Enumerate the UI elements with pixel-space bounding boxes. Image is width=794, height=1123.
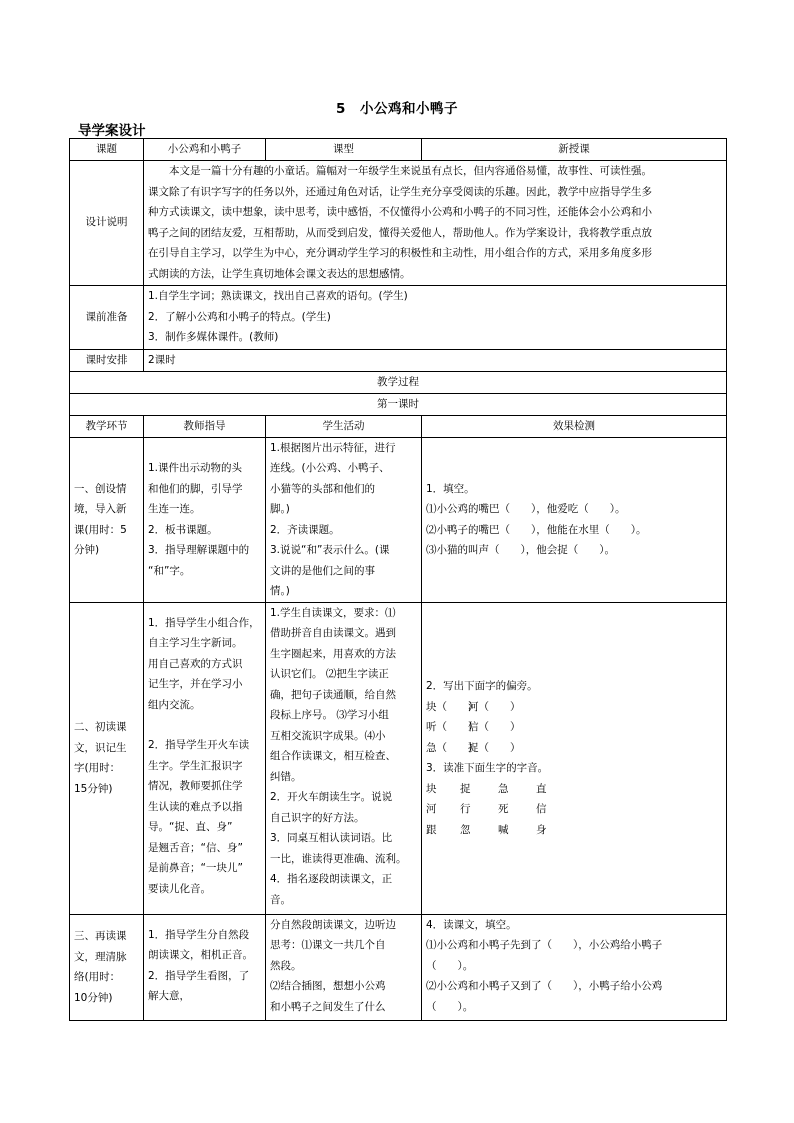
teacher-line: 3．指导理解课题中的 <box>148 544 250 556</box>
stage-line: 10分钟) <box>74 991 113 1004</box>
design-label: 设计说明 <box>70 160 144 285</box>
teacher-line: 自主学习生字新词。 <box>148 637 243 649</box>
radical-item: 河（ ） <box>468 700 521 713</box>
teacher-line: 2．指导学生看图，了 <box>148 969 250 982</box>
stage-line: 分钟) <box>74 544 100 556</box>
teacher-line: 和他们的脚，引导学 <box>148 482 243 495</box>
student-line: 自己识字的好方法。 <box>270 811 365 824</box>
radical-row <box>426 717 722 738</box>
prep-line: 1.自学生字词；熟读课文，找出自己喜欢的语句。(学生) <box>148 290 408 303</box>
header-row <box>70 139 727 161</box>
char-item: 忽 <box>460 823 471 836</box>
check-line: （ ）。 <box>426 1000 474 1013</box>
table-row <box>70 437 727 602</box>
char-item: 捉 <box>460 782 471 795</box>
student-line: 文讲的是他们之间的事 <box>270 564 375 577</box>
student-line: 4．指名逐段朗读课文，正 <box>270 873 393 885</box>
design-line: 式朗读的方法，让学生真切地体会课文表达的思想感情。 <box>148 267 411 280</box>
student-line: 段标上序号。 ⑶学习小组 <box>270 709 389 721</box>
teacher-line: 朗读课文，相机正音。 <box>148 949 253 961</box>
stage-line: 文，识记生 <box>74 741 127 754</box>
teacher-line: 1．指导学生小组合作， <box>148 616 260 629</box>
teacher-line: 生连一连。 <box>148 503 201 515</box>
student-line: 小猫等的头部和他们的 <box>270 482 375 495</box>
radical-row <box>426 697 722 718</box>
student-line: 2．齐读课题。 <box>270 523 340 536</box>
stage-cell <box>70 602 144 914</box>
check-line: 4．读课文，填空。 <box>426 918 517 931</box>
student-line: 借助拼音自由读课文。遇到 <box>270 627 396 639</box>
student-line: 连线。(小公鸡、小鸭子、 <box>270 462 390 474</box>
stage-line: 三、再读课 <box>74 930 127 942</box>
radical-item: 急（ ） <box>426 741 479 754</box>
check-line: 2．写出下面字的偏旁。 <box>426 680 538 692</box>
student-cell <box>266 437 422 602</box>
column-header-row <box>70 415 727 437</box>
student-line: 音。 <box>270 893 291 906</box>
column-header: 教学环节 <box>70 415 144 437</box>
prep-line: 3．制作多媒体课件。(教师) <box>148 331 279 344</box>
char-row <box>426 820 722 841</box>
student-line: 认识它们。 ⑵把生字读正 <box>270 668 389 680</box>
teacher-line: 1．指导学生分自然段 <box>148 928 250 941</box>
student-line: 生字圈起来，用喜欢的方法 <box>270 647 396 660</box>
lesson-title: 第一课时 <box>70 393 727 415</box>
table-row <box>70 602 727 914</box>
column-header: 学生活动 <box>266 415 422 437</box>
lesson-plan-table <box>69 138 727 1021</box>
schedule-value: 2课时 <box>144 349 727 371</box>
check-line: 3．读准下面生字的字音。 <box>426 762 549 774</box>
stage-line: 一、创设情 <box>74 482 127 495</box>
teacher-cell <box>144 602 266 914</box>
process-title-row <box>70 371 727 393</box>
char-item: 喊 <box>498 823 509 836</box>
student-line: 一比，谁读得更准确、流利。 <box>270 852 407 865</box>
teacher-line: 解大意， <box>148 990 190 1002</box>
section-label: 导学案设计 <box>78 123 146 139</box>
teacher-line: 要读儿化音。 <box>148 882 211 895</box>
radical-item: 信（ ） <box>468 721 521 733</box>
design-line: 种方式读课文，读中想象，读中思考，读中感悟，不仅懂得小公鸡和小鸭子的不同习性，还能体会小公鸡和小 <box>148 206 652 218</box>
char-item: 块 <box>426 782 437 795</box>
char-item: 河 <box>426 803 437 815</box>
char-row <box>426 799 722 820</box>
prep-line: 2．了解小公鸡和小鸭子的特点。(学生) <box>148 310 331 323</box>
radical-item: 听（ ） <box>426 721 479 733</box>
teacher-cell <box>144 437 266 602</box>
check-line: ⑵小鸭子的嘴巴（ ），他能在水里（ ）。 <box>426 523 647 536</box>
table-row <box>70 914 727 1020</box>
student-line: 组合作读课文，相互检查、 <box>270 750 396 762</box>
check-line: ⑶小猫的叫声（ ），他会捉（ ）。 <box>426 544 615 556</box>
teacher-line: 情况，教师要抓住学 <box>148 780 243 792</box>
student-line: 分自然段朗读课文，边听边 <box>270 918 396 931</box>
stage-cell <box>70 914 144 1020</box>
stage-line: 境，导入新 <box>74 503 127 515</box>
check-line: ⑴小公鸡的嘴巴（ ），他爱吃（ ）。 <box>426 503 626 515</box>
student-line: 思考：⑴课文一共几个自 <box>270 939 386 951</box>
column-header: 效果检测 <box>422 415 727 437</box>
student-line: 确，把句子读通顺，给自然 <box>270 688 396 701</box>
stage-line: 字(用时： <box>74 762 121 774</box>
radical-item: 块（ ） <box>426 700 479 713</box>
char-item: 身 <box>536 823 547 836</box>
stage-line: 15分钟) <box>74 782 113 795</box>
stage-line: 课(用时：5 <box>74 523 127 536</box>
char-item: 急 <box>498 782 509 795</box>
stage-line: 络(用时： <box>74 971 121 983</box>
check-line: ⑵小公鸡和小鸭子又到了（ ），小鸭子给小公鸡 <box>426 980 663 992</box>
type-label: 课型 <box>266 139 422 161</box>
teacher-line: 是翘舌音；“信、身” <box>148 841 243 854</box>
student-cell <box>266 914 422 1020</box>
design-row <box>70 160 727 285</box>
teacher-line: 2．指导学生开火车读 <box>148 739 250 751</box>
char-item: 直 <box>536 782 547 795</box>
design-line: 鸭子之间的团结友爱，互相帮助，从而受到启发，懂得关爱他人，帮助他人。作为学案设计，我将教学重点放 <box>148 226 652 239</box>
teacher-line: “和”字。 <box>148 564 191 577</box>
check-line: ⑴小公鸡和小鸭子先到了（ ），小公鸡给小鸭子 <box>426 939 663 951</box>
char-item: 信 <box>536 803 547 815</box>
teacher-line: 导。“捉、直、身” <box>148 821 233 833</box>
teacher-cell <box>144 914 266 1020</box>
char-item: 跟 <box>426 823 437 836</box>
process-title: 教学过程 <box>70 371 727 393</box>
teacher-line: 1.课件出示动物的头 <box>148 462 243 474</box>
char-item: 行 <box>460 803 471 815</box>
char-row <box>426 779 722 800</box>
stage-line: 二、初读课 <box>74 721 127 733</box>
check-cell <box>422 602 727 914</box>
prep-row <box>70 285 727 349</box>
student-line: 然段。 <box>270 959 302 972</box>
teacher-line: 用自己喜欢的方式识 <box>148 657 243 670</box>
teacher-line: 记生字，并在学习小 <box>148 678 243 690</box>
student-line: 互相交流识字成果。⑷小 <box>270 729 386 742</box>
teacher-line: 生字。学生汇报识字 <box>148 759 243 772</box>
student-line: 1.学生自读课文，要求：⑴ <box>270 606 396 619</box>
radical-item: 捉（ ） <box>468 741 521 754</box>
topic-label: 课题 <box>70 139 144 161</box>
student-line: 1.根据图片出示特征，进行 <box>270 441 396 454</box>
radical-row <box>426 738 722 759</box>
prep-label: 课前准备 <box>70 285 144 349</box>
student-line: 情。) <box>270 585 290 597</box>
teacher-line: 生认读的难点予以指 <box>148 800 243 813</box>
column-header: 教师指导 <box>144 415 266 437</box>
teacher-line: 是前鼻音；“一块儿” <box>148 862 243 874</box>
student-line: ⑵结合插图，想想小公鸡 <box>270 980 386 992</box>
type-value: 新授课 <box>422 139 727 161</box>
lesson-title-row <box>70 393 727 415</box>
page-title: 5 小公鸡和小鸭子 <box>336 101 458 117</box>
design-line: 在引导自主学习，以学生为中心，充分调动学生学习的积极性和主动性，用小组合作的方式，采用多角度多形 <box>148 247 652 259</box>
prep-text <box>144 285 727 349</box>
teacher-line: 组内交流。 <box>148 698 201 711</box>
char-item: 死 <box>498 803 509 815</box>
teacher-line: 2．板书课题。 <box>148 523 218 536</box>
check-cell <box>422 437 727 602</box>
student-cell <box>266 602 422 914</box>
student-line: 3．同桌互相认读词语。比 <box>270 832 393 844</box>
stage-line: 文，理清脉 <box>74 950 127 963</box>
topic-value: 小公鸡和小鸭子 <box>144 139 266 161</box>
check-line: （ ）。 <box>426 959 474 972</box>
design-line: 课文除了有识字写字的任务以外，还通过角色对话，让学生充分享受阅读的乐趣。因此，教学中应指导学生多 <box>148 185 652 198</box>
check-line: 1．填空。 <box>426 482 475 495</box>
student-line: 3.说说“和”表示什么。(课 <box>270 544 390 556</box>
check-cell <box>422 914 727 1020</box>
schedule-row <box>70 349 727 371</box>
stage-cell <box>70 437 144 602</box>
student-line: 纠错。 <box>270 770 302 783</box>
student-line: 和小鸭子之间发生了什么 <box>270 1000 386 1013</box>
student-line: 2．开火车朗读生字。说说 <box>270 791 393 803</box>
design-line: 本文是一篇十分有趣的小童话。篇幅对一年级学生来说虽有点长，但内容通俗易懂，故事性、可读性强。 <box>169 165 652 177</box>
design-text <box>144 160 727 285</box>
student-line: 脚。) <box>270 503 290 515</box>
schedule-label: 课时安排 <box>70 349 144 371</box>
